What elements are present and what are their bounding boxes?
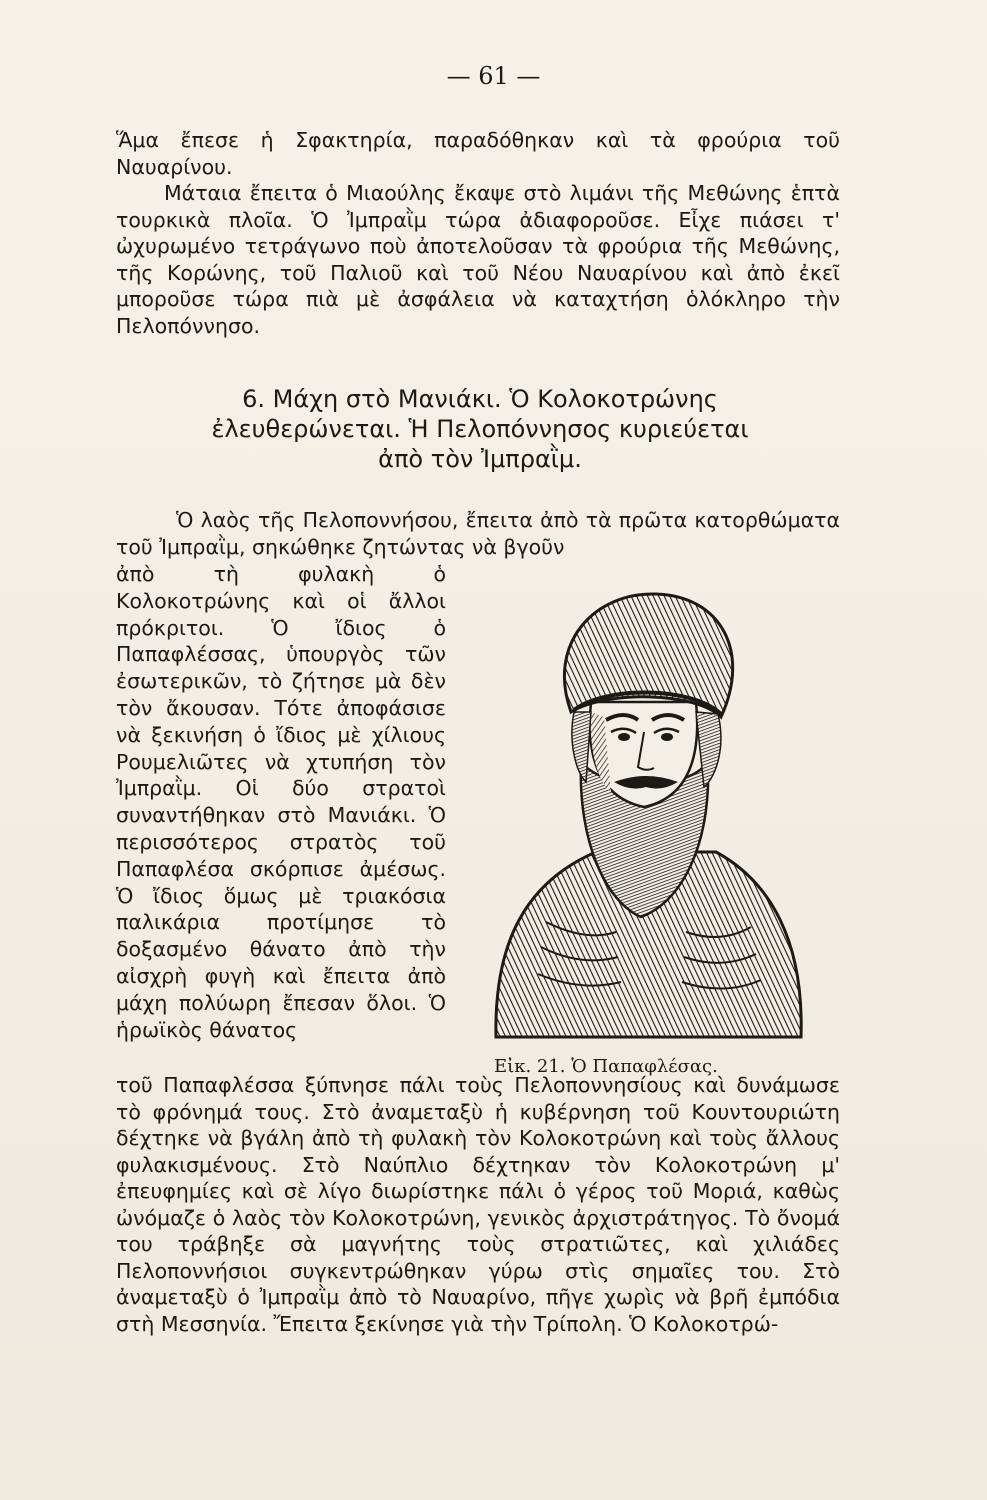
section-heading (150, 384, 810, 474)
section-heading-line-1: 6. Μάχη στὸ Μανιάκι. Ὁ Κολοκοτρώνης (242, 385, 718, 413)
paragraph-miaoulis: Μάταια ἔπειτα ὁ Μιαούλης ἔκαψε στὸ λιμάνι τῆς Μεθώνης ἑπτὰ τουρκικὰ πλοῖα. Ὁ Ἰμπραῒμ τώρα ἀδιαφοροῦσε. Εἶχε πιάσει τ' ὠχυρωμένο τετράγωνο ποὺ ἀποτελοῦσαν τὰ φρούρια τῆς Μεθώνης, τῆς Κορώνης, τοῦ Παλιοῦ καὶ τοῦ Νέου Ναυαρίνου καὶ ἀπὸ ἐκεῖ μποροῦσε τώρα πιὰ μὲ ἀσφάλεια νὰ καταχτήση ὁλόκληρο τὴν Πελοπόννησο. (116, 181, 840, 338)
paragraph-intro: Ὁ λαὸς τῆς Πελοποννήσου, ἔπειτα ἀπὸ τὰ πρῶτα κατορθώματα τοῦ Ἰμπραῒμ, σηκώθηκε ζητώντας νὰ βγοῦν (116, 508, 840, 559)
papaflessas-portrait-engraving (486, 582, 806, 1042)
page-number: — 61 — (446, 62, 541, 90)
closing-paragraph: τοῦ Παπαφλέσσα ξύπνησε πάλι τοὺς Πελοποννησίους καὶ δυνάμωσε τὸ φρόνημά τους. Στὸ ἀναμεταξὺ ἡ κυβέρνηση τοῦ Κουντουριώτη δέχτηκε νὰ βγάλη ἀπὸ τὴ φυλακὴ τὸν Κολοκοτρώνη καὶ τοὺς ἄλλους φυλακισμένους. Στὸ Ναύπλιο δέχτηκαν τὸν Κολοκοτρώνη μ' ἐπευφημίες καὶ σὲ λίγο διωρίστηκε πάλι ὁ γέρος τοῦ Μοριά, καθὼς ὠνόμαζε ὁ λαὸς τὸν Κολοκοτρώνη, γενικὸς ἀρχιστράτηγος. Τὸ ὄνομά του τράβηξε σὰ μαγνήτης τοὺς στρατιῶτες, καὶ χιλιάδες Πελοποννήσιοι συγκεντρώθηκαν γύρω στὶς σημαῖες του. Στὸ ἀναμεταξὺ ὁ Ἰμπραῒμ ἀπὸ τὸ Ναυαρίνο, πῆγε χωρὶς νὰ βρῆ ἐμπόδια στὴ Μεσσηνία. Ἔπειτα ξεκίνησε γιὰ τὴν Τρίπολη. Ὁ Κολοκοτρώ- (116, 1073, 840, 1336)
wrapped-column-text: ἀπὸ τὴ φυλακὴ ὁ Κολοκοτρώνης καὶ οἱ ἄλλοι πρόκριτοι. Ὁ ἴδιος ὁ Παπαφλέσσας, ὑπουργὸς τῶν ἐσωτερικῶν, τὸ ζήτησε μὰ δὲν τὸν ἄκουσαν. Τότε ἀποφάσισε νὰ ξεκινήση ὁ ἴδιος μὲ χίλιους Ρουμελιῶτες νὰ χτυπήση τὸν Ἰμπραῒμ. Οἱ δύο στρατοὶ συναντήθηκαν στὸ Μανιάκι. Ὁ περισσότερος στρατὸς τοῦ Παπαφλέσα σκόρπισε ἀμέσως. Ὁ ἴδιος ὅμως μὲ τριακόσια παλικάρια προτίμησε τὸ δοξασμένο θάνατο ἀπὸ τὴν αἰσχρὴ φυγὴ καὶ ἔπειτα ἀπὸ μάχη πολύωρη ἔπεσαν ὅλοι. Ὁ ἡρωϊκὸς θάνατος (116, 562, 446, 1042)
paragraph-sfaktiria: Ἅμα ἔπεσε ἡ Σφακτηρία, παραδόθηκαν καὶ τὰ φρούρια τοῦ Ναυαρίνου. (116, 128, 840, 179)
intro-paragraph (116, 507, 840, 560)
section-heading-line-3: ἀπὸ τὸν Ἰμπραῒμ. (378, 445, 582, 473)
section-heading-line-2: ἐλευθερώνεται. Ἡ Πελοπόννησος κυριεύεται (211, 415, 749, 443)
opening-text (116, 127, 840, 339)
figure-caption: Εἰκ. 21. Ὁ Παπαφλέσας. (494, 1056, 718, 1077)
